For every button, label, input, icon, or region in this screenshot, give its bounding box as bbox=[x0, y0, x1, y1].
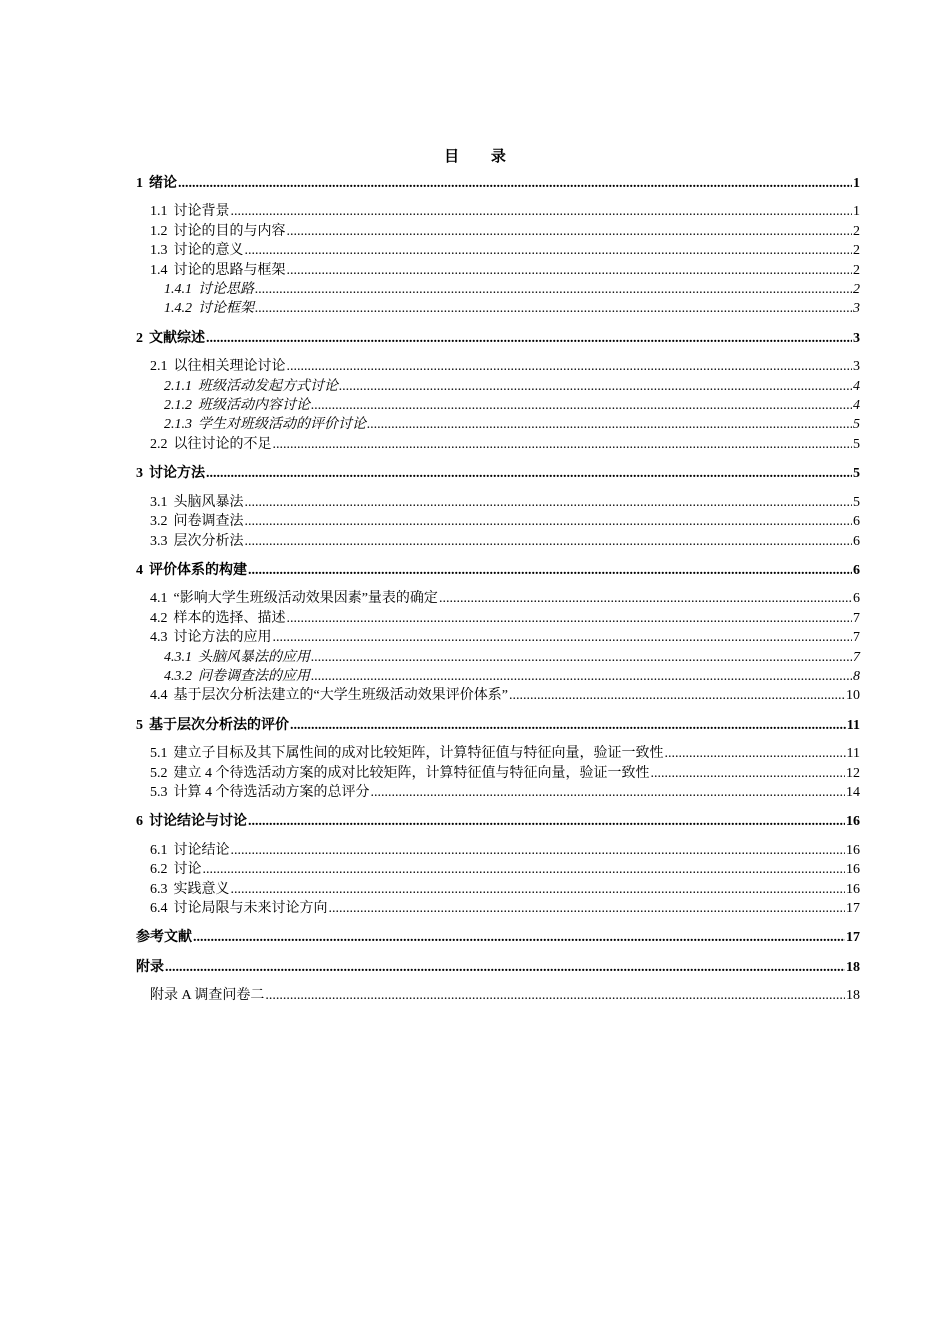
toc-subsection-entry[interactable] bbox=[136, 648, 860, 667]
toc-entry-title: 附录 A 调查问卷二 bbox=[150, 988, 265, 1004]
toc-page-number: 5 bbox=[853, 494, 860, 510]
toc-chapter-entry[interactable] bbox=[136, 464, 860, 483]
toc-entry-number: 1 bbox=[136, 176, 143, 191]
toc-entry-title: 讨论结论与讨论 bbox=[149, 814, 247, 830]
toc-entry-title: 以往相关理论讨论 bbox=[173, 359, 286, 375]
toc-entry-label bbox=[150, 241, 244, 260]
toc-entry-label bbox=[150, 880, 230, 899]
dot-leader bbox=[248, 561, 852, 580]
dot-leader bbox=[329, 899, 846, 918]
toc-entry-label bbox=[136, 812, 247, 831]
toc-chapter-entry[interactable] bbox=[136, 812, 860, 831]
toc-entry-title: 讨论局限与未来讨论方向 bbox=[173, 901, 328, 916]
toc-entry-title: 学生对班级活动的评价讨论 bbox=[198, 417, 366, 433]
toc-page-number: 11 bbox=[846, 746, 860, 762]
toc-entry-label bbox=[150, 744, 664, 763]
toc-entry-label bbox=[150, 783, 370, 802]
toc-page-number: 5 bbox=[853, 466, 860, 482]
toc-entry-label bbox=[150, 357, 286, 376]
dot-leader bbox=[311, 396, 852, 415]
toc-entry-number: 4.2 bbox=[150, 610, 168, 626]
toc-entry-title: 头脑风暴法的应用 bbox=[198, 649, 310, 665]
toc-chapter-entry[interactable] bbox=[136, 928, 860, 947]
toc-entry-number: 1.4 bbox=[150, 262, 168, 278]
toc-entry-title: 建立子目标及其下属性间的成对比较矩阵，计算特征值与特征向量，验证一致性 bbox=[173, 746, 664, 762]
toc-section-entry[interactable] bbox=[136, 841, 860, 860]
toc-section-entry[interactable] bbox=[136, 744, 860, 763]
dot-leader bbox=[665, 744, 846, 763]
toc-entry-number: 4.3 bbox=[150, 630, 168, 646]
toc-page-number: 7 bbox=[853, 610, 860, 626]
toc-entry-label bbox=[150, 435, 272, 454]
toc-entry-title: 讨论框架 bbox=[198, 301, 254, 317]
dot-leader bbox=[206, 329, 852, 348]
toc-entry-label bbox=[150, 609, 286, 628]
toc-entry-title: “影响大学生班级活动效果因素”量表的确定 bbox=[173, 591, 438, 607]
dot-leader bbox=[231, 841, 846, 860]
toc-entry-number: 6.1 bbox=[150, 842, 168, 858]
dot-leader bbox=[287, 357, 853, 376]
dot-leader bbox=[439, 589, 852, 608]
dot-leader bbox=[651, 764, 846, 783]
toc-subsection-entry[interactable] bbox=[136, 299, 860, 318]
dot-leader bbox=[255, 280, 852, 299]
toc-entry-label bbox=[150, 986, 264, 1005]
toc-section-entry[interactable] bbox=[136, 493, 860, 512]
toc-entry-title: 讨论的思路与框架 bbox=[173, 262, 286, 278]
toc-page-number: 10 bbox=[846, 688, 860, 704]
toc-entry-number: 1.4.1 bbox=[164, 282, 192, 298]
toc-entry-number: 2.1.1 bbox=[164, 378, 192, 394]
toc-page-number: 11 bbox=[846, 717, 860, 733]
toc-page-number: 2 bbox=[853, 262, 860, 278]
dot-leader bbox=[509, 686, 845, 705]
toc-page-number: 16 bbox=[846, 862, 860, 878]
toc-entry-label bbox=[164, 648, 310, 667]
toc-entry-label bbox=[150, 860, 202, 879]
dot-leader bbox=[245, 241, 853, 260]
toc-entry-title: 样本的选择、描述 bbox=[173, 610, 286, 626]
toc-entry-number: 2.2 bbox=[150, 436, 168, 452]
dot-leader bbox=[255, 299, 852, 318]
dot-leader bbox=[287, 261, 853, 280]
toc-entry-title: 以往讨论的不足 bbox=[173, 436, 272, 452]
toc-entry-label bbox=[164, 667, 310, 686]
dot-leader bbox=[248, 812, 845, 831]
toc-section-entry[interactable] bbox=[136, 241, 860, 260]
toc-page-number: 1 bbox=[853, 176, 860, 191]
toc-entry-label bbox=[150, 202, 230, 221]
toc-entry-label bbox=[150, 764, 650, 783]
toc-entry-title: 基于层次分析法的评价 bbox=[149, 717, 289, 733]
toc-section-entry[interactable] bbox=[136, 532, 860, 551]
toc-entry-label bbox=[150, 686, 508, 705]
dot-leader bbox=[206, 464, 852, 483]
toc-entry-title: 问卷调查法 bbox=[173, 514, 244, 530]
toc-entry-title: 讨论的目的与内容 bbox=[173, 223, 286, 239]
toc-entry-label bbox=[136, 928, 192, 947]
toc-title: 目 录 bbox=[444, 149, 520, 165]
toc-entry-label bbox=[150, 261, 286, 280]
toc-entry-title: 计算 4 个待选活动方案的总评分 bbox=[173, 784, 370, 800]
toc-section-entry[interactable] bbox=[136, 435, 860, 454]
toc-entry-label bbox=[150, 532, 244, 551]
toc-entry-title: 基于层次分析法建立的“大学生班级活动效果评价体系” bbox=[173, 688, 508, 704]
toc-entry-title: 讨论 bbox=[173, 862, 202, 878]
dot-leader bbox=[265, 986, 845, 1005]
toc-page-number: 6 bbox=[853, 514, 860, 530]
toc-entry-number: 3.3 bbox=[150, 533, 168, 549]
toc-entry-label bbox=[164, 396, 310, 415]
toc-section-entry[interactable] bbox=[136, 764, 860, 783]
toc-page-number: 3 bbox=[853, 330, 860, 346]
toc-entry-title: 实践意义 bbox=[173, 881, 230, 897]
toc-entry-label bbox=[136, 561, 247, 580]
toc-page-number: 7 bbox=[853, 649, 860, 665]
toc-subsection-entry[interactable] bbox=[136, 280, 860, 299]
toc-chapter-entry[interactable] bbox=[136, 329, 860, 348]
dot-leader bbox=[273, 435, 853, 454]
toc-page-number: 1 bbox=[853, 204, 860, 220]
toc-page-number: 16 bbox=[846, 842, 860, 858]
toc-subsection-entry[interactable] bbox=[136, 377, 860, 396]
toc-page-number: 16 bbox=[846, 881, 860, 897]
dot-leader bbox=[245, 532, 853, 551]
toc-entry-number: 2.1.2 bbox=[164, 398, 192, 414]
dot-leader bbox=[178, 174, 852, 193]
dot-leader bbox=[231, 202, 853, 221]
toc-section-entry[interactable] bbox=[136, 589, 860, 608]
toc-entry-number: 2.1 bbox=[150, 359, 168, 375]
toc-entry-number: 6.4 bbox=[150, 901, 168, 916]
toc-entry-number: 1.3 bbox=[150, 243, 168, 259]
toc-section-entry[interactable] bbox=[136, 202, 860, 221]
toc-entry-title: 班级活动内容讨论 bbox=[198, 398, 310, 414]
toc-entry-number: 4 bbox=[136, 562, 143, 578]
table-of-contents bbox=[136, 174, 860, 1006]
toc-page-number: 6 bbox=[853, 562, 860, 578]
toc-entry-label bbox=[150, 628, 272, 647]
toc-section-entry[interactable] bbox=[136, 222, 860, 241]
toc-chapter-entry[interactable] bbox=[136, 561, 860, 580]
toc-entry-number: 4.4 bbox=[150, 688, 168, 704]
dot-leader bbox=[287, 222, 853, 241]
toc-entry-label bbox=[136, 329, 205, 348]
dot-leader bbox=[311, 667, 852, 686]
toc-page-number: 18 bbox=[846, 988, 860, 1004]
toc-entry-label bbox=[150, 841, 230, 860]
toc-entry-number: 1.4.2 bbox=[164, 301, 192, 317]
toc-page-number: 16 bbox=[846, 814, 860, 830]
toc-page-number: 6 bbox=[853, 591, 860, 607]
toc-entry-title: 讨论思路 bbox=[198, 282, 254, 298]
toc-entry-title: 层次分析法 bbox=[173, 533, 244, 549]
toc-entry-title: 问卷调查法的应用 bbox=[198, 668, 310, 684]
toc-entry-title: 讨论方法的应用 bbox=[173, 630, 272, 646]
toc-page-number: 6 bbox=[853, 533, 860, 549]
toc-entry-title: 讨论方法 bbox=[149, 466, 205, 482]
toc-section-entry[interactable] bbox=[136, 860, 860, 879]
toc-entry-number: 4.3.1 bbox=[164, 649, 192, 665]
toc-section-entry[interactable] bbox=[136, 357, 860, 376]
dot-leader bbox=[203, 860, 846, 879]
toc-entry-number: 6.3 bbox=[150, 881, 168, 897]
dot-leader bbox=[231, 880, 846, 899]
dot-leader bbox=[273, 628, 853, 647]
toc-entry-label bbox=[136, 174, 177, 193]
toc-page-number: 14 bbox=[846, 784, 860, 800]
toc-entry-number: 6.2 bbox=[150, 862, 168, 878]
toc-page-number: 5 bbox=[853, 436, 860, 452]
toc-entry-title: 评价体系的构建 bbox=[149, 562, 247, 578]
toc-section-entry[interactable] bbox=[136, 686, 860, 705]
toc-page-number: 4 bbox=[853, 378, 860, 394]
toc-section-entry[interactable] bbox=[136, 783, 860, 802]
toc-page-number: 2 bbox=[853, 223, 860, 239]
toc-page-number: 2 bbox=[853, 243, 860, 259]
dot-leader bbox=[165, 958, 845, 977]
toc-subsection-entry[interactable] bbox=[136, 667, 860, 686]
toc-entry-label bbox=[136, 716, 289, 735]
dot-leader bbox=[290, 716, 846, 735]
toc-entry-label bbox=[164, 415, 366, 434]
toc-entry-label bbox=[150, 899, 328, 918]
toc-page-number: 12 bbox=[846, 765, 860, 781]
toc-entry-number: 6 bbox=[136, 814, 143, 830]
toc-entry-title: 班级活动发起方式讨论 bbox=[198, 378, 338, 394]
toc-page-number: 3 bbox=[853, 301, 860, 317]
toc-section-entry[interactable] bbox=[136, 261, 860, 280]
toc-entry-label bbox=[150, 222, 286, 241]
toc-entry-number: 3.2 bbox=[150, 514, 168, 530]
toc-subsection-entry[interactable] bbox=[136, 415, 860, 434]
toc-entry-title: 绪论 bbox=[149, 176, 177, 191]
toc-entry-label bbox=[150, 512, 244, 531]
dot-leader bbox=[245, 493, 853, 512]
toc-entry-title: 讨论的意义 bbox=[173, 243, 244, 259]
toc-entry-title: 讨论背景 bbox=[173, 204, 230, 220]
toc-entry-label bbox=[150, 493, 244, 512]
toc-entry-label bbox=[164, 299, 254, 318]
toc-section-entry[interactable] bbox=[136, 512, 860, 531]
dot-leader bbox=[245, 512, 853, 531]
dot-leader bbox=[367, 415, 852, 434]
toc-entry-label bbox=[136, 958, 164, 977]
toc-entry-number: 5.1 bbox=[150, 746, 168, 762]
toc-section-entry[interactable] bbox=[136, 609, 860, 628]
toc-entry-number: 2.1.3 bbox=[164, 417, 192, 433]
toc-entry-number: 2 bbox=[136, 330, 143, 346]
toc-entry-number: 3 bbox=[136, 466, 143, 482]
toc-page-number: 7 bbox=[853, 630, 860, 646]
toc-entry-label bbox=[150, 589, 438, 608]
toc-page-number: 4 bbox=[853, 398, 860, 414]
toc-section-entry[interactable] bbox=[136, 986, 860, 1005]
toc-section-entry[interactable] bbox=[136, 628, 860, 647]
toc-section-entry[interactable] bbox=[136, 899, 860, 918]
toc-page-number: 5 bbox=[853, 417, 860, 433]
toc-entry-label bbox=[136, 464, 205, 483]
toc-chapter-entry[interactable] bbox=[136, 716, 860, 735]
dot-leader bbox=[287, 609, 853, 628]
dot-leader bbox=[339, 377, 852, 396]
toc-page-number: 17 bbox=[846, 901, 860, 916]
toc-section-entry[interactable] bbox=[136, 880, 860, 899]
toc-chapter-entry[interactable] bbox=[136, 958, 860, 977]
toc-page-number: 18 bbox=[846, 959, 860, 975]
toc-entry-number: 5.2 bbox=[150, 765, 168, 781]
toc-entry-title: 讨论结论 bbox=[173, 842, 230, 858]
toc-entry-title: 建立 4 个待选活动方案的成对比较矩阵，计算特征值与特征向量，验证一致性 bbox=[173, 765, 650, 781]
toc-entry-number: 4.1 bbox=[150, 591, 168, 607]
toc-entry-number: 5.3 bbox=[150, 784, 168, 800]
toc-entry-title: 参考文献 bbox=[136, 930, 192, 946]
toc-page-number: 8 bbox=[853, 668, 860, 684]
dot-leader bbox=[371, 783, 846, 802]
toc-entry-label bbox=[164, 377, 338, 396]
dot-leader bbox=[311, 648, 852, 667]
dot-leader bbox=[193, 928, 845, 947]
toc-entry-number: 1.1 bbox=[150, 204, 168, 220]
toc-entry-title: 附录 bbox=[136, 959, 164, 975]
toc-chapter-entry[interactable] bbox=[136, 174, 860, 193]
toc-entry-number: 5 bbox=[136, 717, 143, 733]
toc-page-number: 3 bbox=[853, 359, 860, 375]
toc-entry-title: 文献综述 bbox=[149, 330, 205, 346]
toc-entry-title: 头脑风暴法 bbox=[173, 494, 244, 510]
toc-page-number: 2 bbox=[853, 282, 860, 298]
toc-entry-number: 1.2 bbox=[150, 223, 168, 239]
toc-subsection-entry[interactable] bbox=[136, 396, 860, 415]
toc-page-number: 17 bbox=[846, 930, 860, 946]
toc-entry-label bbox=[164, 280, 254, 299]
toc-entry-number: 3.1 bbox=[150, 494, 168, 510]
toc-entry-number: 4.3.2 bbox=[164, 668, 192, 684]
